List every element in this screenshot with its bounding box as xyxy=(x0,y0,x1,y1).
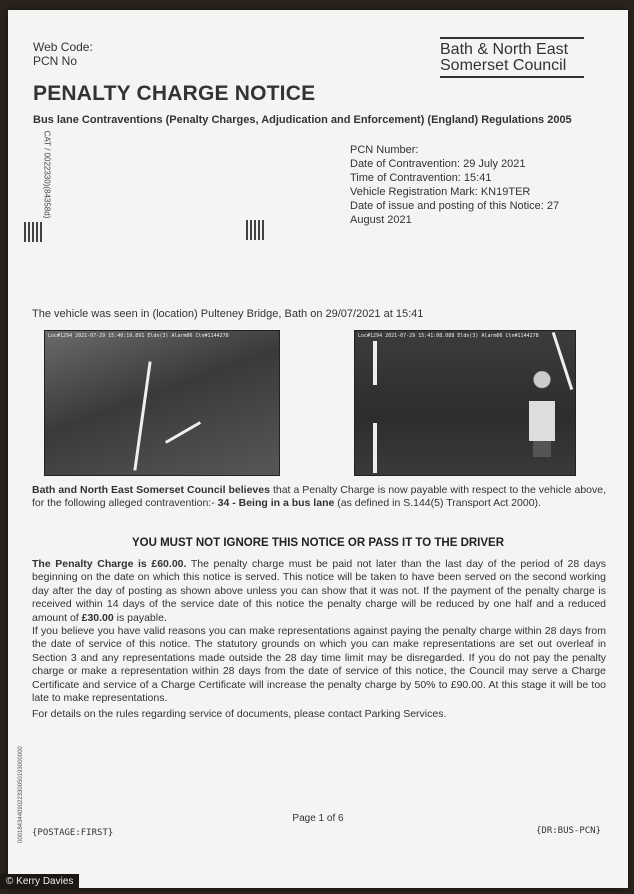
qr-code-icon xyxy=(24,222,44,242)
document-code: {DR:BUS-PCN} xyxy=(536,826,602,836)
page-number: Page 1 of 6 xyxy=(292,813,344,824)
location-statement: The vehicle was seen in (location) Pulteney Bridge, Bath on 29/07/2021 at 15:41 xyxy=(32,308,424,320)
contravention-tail: (as defined in S.144(5) Transport Act 2000). xyxy=(334,497,541,510)
date-of-issue: Date of issue and posting of this Notice: 27 August 2021 xyxy=(350,200,560,226)
service-rules-paragraph: For details on the rules regarding service of documents, please contact Parking Services. xyxy=(32,708,447,720)
close-up-camera-photo xyxy=(354,330,576,476)
council-name-line2: Somerset Council xyxy=(440,57,567,74)
contravention-code: 34 - Being in a bus lane xyxy=(217,497,335,510)
penalty-charge-end: is payable. xyxy=(113,611,167,624)
pedestrian-figure xyxy=(527,371,557,457)
photo-credit: © Kerry Davies xyxy=(0,874,79,889)
pcn-number: PCN Number: xyxy=(350,144,419,156)
date-of-contravention: Date of Contravention: 29 July 2021 xyxy=(350,158,526,170)
contravention-text: that a Penalty Charge is now payable with respect to the vehicle above, for the following alleged contravention:- xyxy=(32,484,606,510)
penalty-charge-text: The penalty charge must be paid not later than the last day of the period of 28 days beginning on the date on which this notice is served. This notice will be taken to have been served on the second working day after the day of posting as shown above unless you can show that it was not. If the payment of the penalty charge is received within 14 days of the service date of this notice the penalty charge will be reduced by one half and a reduced amount of xyxy=(32,558,606,624)
lane-marking xyxy=(373,423,377,473)
street-camera-photo xyxy=(44,330,280,476)
reduced-amount: £30.00 xyxy=(81,611,114,624)
lane-marking xyxy=(165,421,201,444)
representations-paragraph: If you believe you have valid reasons you can make representations against paying the penalty charge within 28 days from the date of service of this notice. The statutory grounds on which you can make representations are set out overleaf in Section 3 and any representations made outside the 28 day time limit may be disregarded. If you do not pay the penalty charge or make a representation within 28 days from the date of service of this notice, the Council may serve a Charge Certificate and service of a Charge Certificate will increase the penalty charge by 50% to £90.00. At this stage it will be too late to make representations. xyxy=(32,625,606,705)
lane-marking xyxy=(373,341,377,385)
barcode-text: 00018434409022330050193000000 xyxy=(18,746,24,843)
notice-details xyxy=(350,143,590,227)
pcn-no-label: PCN No xyxy=(33,54,78,68)
regulations-subtitle: Bus lane Contraventions (Penalty Charges, Adjudication and Enforcement) (England) Regulations 2005 xyxy=(33,114,572,126)
vehicle-registration: Vehicle Registration Mark: KN19TER xyxy=(350,186,531,198)
contravention-statement xyxy=(32,484,606,511)
lane-marking xyxy=(133,361,151,470)
time-of-contravention: Time of Contravention: 15:41 xyxy=(350,172,492,184)
penalty-amount: The Penalty Charge is £60.00. xyxy=(32,558,187,570)
postage-code: {POSTAGE:FIRST} xyxy=(32,828,114,838)
web-code-block xyxy=(33,40,93,68)
qr-code-icon xyxy=(246,220,266,240)
web-code-label: Web Code: xyxy=(33,40,93,54)
page-title: PENALTY CHARGE NOTICE xyxy=(33,82,316,105)
camera-timestamp: Loc#1294 2021-07-29 15:40:19.891 Eldn(3) Alarm06 Ctn#1144278 xyxy=(48,333,229,339)
camera-timestamp: Loc#1294 2021-07-29 15:41:08.088 Eldn(3) Alarm06 Ctn#1144278 xyxy=(358,333,539,339)
council-name-line1: Bath & North East xyxy=(440,41,569,58)
council-logo xyxy=(440,37,584,78)
penalty-charge-paragraph xyxy=(32,558,606,625)
side-reference-code: CAT / 0022330)(84358d) xyxy=(42,130,52,219)
warning-heading: YOU MUST NOT IGNORE THIS NOTICE OR PASS IT TO THE DRIVER xyxy=(131,537,505,549)
council-believes-lead: Bath and North East Somerset Council believes xyxy=(32,484,270,496)
penalty-notice-page xyxy=(8,10,628,888)
